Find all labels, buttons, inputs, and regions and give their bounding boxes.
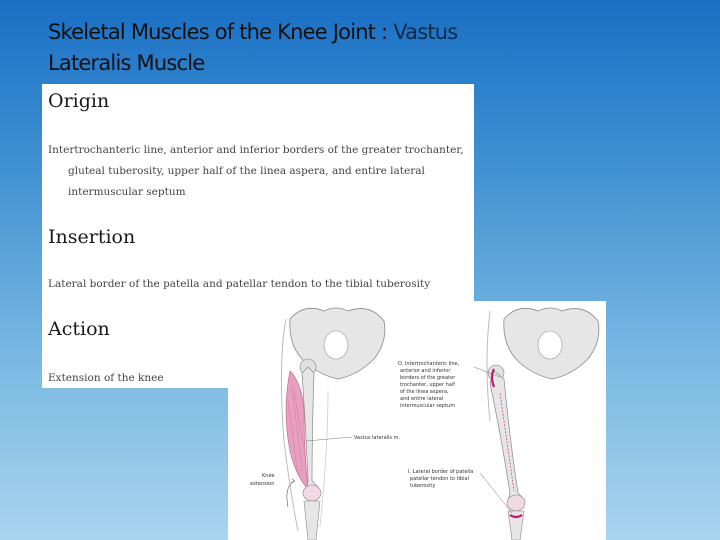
anatomy-figure — [228, 301, 606, 540]
anatomy-illustration — [228, 301, 606, 540]
insertion-callout-2: patellar tendon to tibial — [410, 476, 469, 482]
insertion-callout-1: I. Lateral border of patella — [408, 469, 474, 475]
knee-label-1: Knee — [262, 473, 275, 479]
right-pelvis — [488, 308, 599, 381]
origin-callout-1: O. Intertrochanteric line, — [398, 361, 460, 367]
insertion-callout — [408, 469, 473, 489]
left-pelvis — [290, 308, 385, 379]
slide-title — [48, 17, 608, 79]
insertion-heading: Insertion — [48, 226, 136, 248]
action-heading: Action — [48, 318, 110, 340]
origin-callout — [398, 361, 460, 409]
muscle-label: Vastus lateralis m. — [354, 435, 401, 441]
origin-callout-3: borders of the greater — [400, 375, 456, 381]
origin-callout-5: of the linea aspera, — [400, 389, 449, 395]
origin-heading: Origin — [48, 90, 110, 112]
title-line2: Lateralis Muscle — [48, 51, 205, 75]
title-accent: Vastus — [393, 20, 458, 44]
action-text: Extension of the knee — [48, 372, 164, 384]
insertion-text: Lateral border of the patella and patellar tendon to the tibial tuberosity — [48, 278, 431, 290]
origin-callout-2: anterior and inferior — [400, 368, 451, 374]
insertion-callout-3: tuberosity — [410, 483, 436, 489]
origin-text — [48, 140, 472, 203]
title-prefix: Skeletal Muscles of the Knee Joint : — [48, 20, 394, 44]
origin-callout-7: intermuscular septum — [400, 403, 456, 409]
knee-label-2: extension — [250, 481, 275, 487]
origin-line-1: Intertrochanteric line, anterior and inferior borders of the greater trochanter, — [48, 144, 464, 156]
origin-callout-4: trochanter, upper half — [400, 382, 456, 388]
origin-callout-6: and entire lateral — [400, 396, 444, 402]
origin-line-3: intermuscular septum — [68, 186, 186, 198]
origin-line-2: gluteal tuberosity, upper half of the linea aspera, and entire lateral — [68, 165, 425, 177]
